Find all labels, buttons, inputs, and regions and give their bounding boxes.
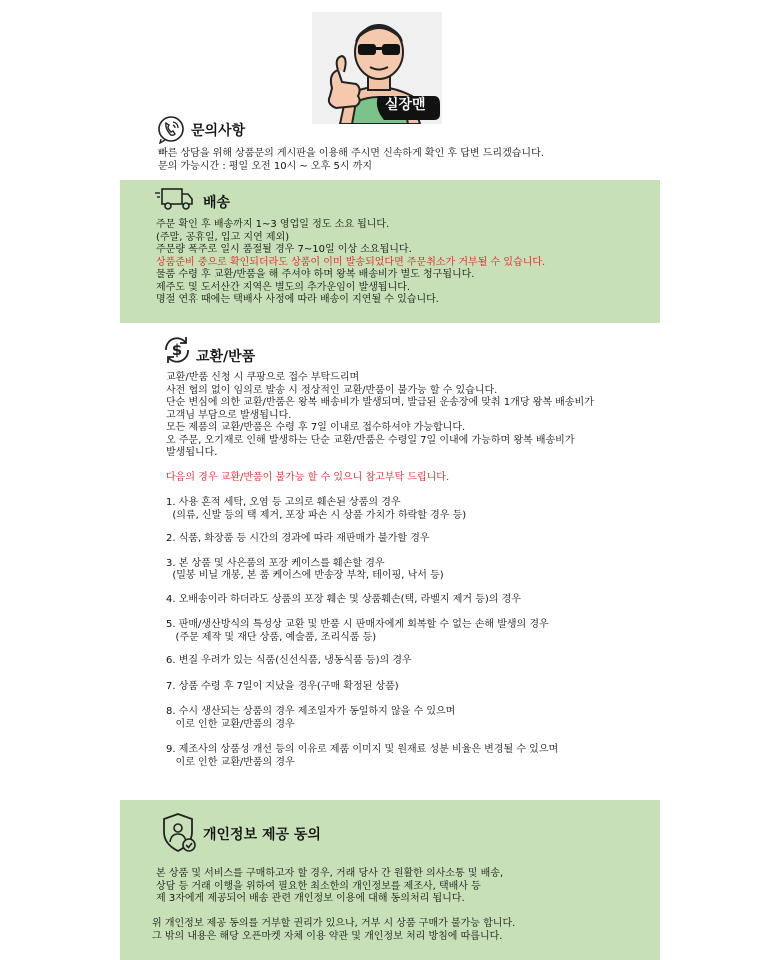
exchange-intro-line: 고객님 부담으로 발생됩니다.: [166, 409, 292, 421]
exchange-item: 4. 오배송이라 하더라도 상품의 포장 훼손 및 상품훼손(택, 라벨지 제거 등)의 경우: [166, 593, 521, 605]
exchange-intro-line: 모든 제품의 교환/반품은 수령 후 7일 이내로 접수하셔야 가능합니다.: [166, 422, 466, 433]
privacy-line: 제 3자에게 제공되어 배송 관련 개인정보 이용에 대해 동의처리 됩니다.: [156, 893, 465, 904]
exchange-item: 5. 판매/생산방식의 특성상 교환 및 반품 시 판매자에게 회복할 수 없는 손해 발생의 경우 (주문 제작 및 재단 상품, 예술품, 조리식품 등): [166, 619, 549, 643]
exchange-item: 3. 본 상품 및 사은품의 포장 케이스를 훼손할 경우 (밀봉 비닐 개봉, 본 품 케이스에 반송장 부착, 테이핑, 낙서 등): [166, 557, 444, 581]
exchange-intro-line: 단순 변심에 의한 교환/반품은 왕복 배송비가 발생되며, 발급된 운송장에 맞춰 1개당 왕복 배송비가: [166, 397, 594, 408]
exchange-item: 2. 식품, 화장품 등 시간의 경과에 따라 재판매가 불가할 경우: [166, 533, 430, 544]
exchange-intro: [166, 372, 594, 460]
mascot-badge-text: 실장맨: [385, 97, 426, 113]
inquiry-text: [158, 148, 544, 173]
svg-text:$: $: [171, 341, 183, 359]
delivery-title: 배송: [203, 195, 231, 211]
exchange-warning: 다음의 경우 교환/반품이 불가능 할 수 있으니 참고부탁 드립니다.: [166, 472, 450, 483]
privacy-line: 위 개인정보 제공 동의를 거부할 권리가 있으나, 거부 시 상품 구매가 불가능 합니다.: [152, 918, 516, 929]
inquiry-line: 빠른 상담을 위해 상품문의 게시판을 이용해 주시면 신속하게 확인 후 답변 드리겠습니다.: [158, 148, 544, 159]
exchange-intro-line: 교환/반품 신청 시 쿠팡으로 접수 부탁드리며: [166, 372, 360, 383]
inquiry-title: 문의사항: [191, 123, 246, 139]
exchange-intro-line: 사전 협의 없이 임의로 발송 시 정상적인 교환/반품이 불가능 할 수 있습니다.: [166, 384, 498, 396]
exchange-intro-line: 발생됩니다.: [166, 447, 218, 458]
privacy-line: 본 상품 및 서비스를 구매하고자 할 경우, 거래 당사 간 원활한 의사소통 및 배송,: [156, 868, 504, 879]
privacy-line: 그 밖의 내용은 해당 오픈마켓 자체 이용 약관 및 개인정보 처리 방침에 따릅니다.: [152, 930, 503, 942]
phone-chat-icon: [156, 114, 186, 144]
privacy-text-2: [152, 918, 515, 943]
delivery-line: 명절 연휴 때에는 택배사 사정에 따라 배송이 지연될 수 있습니다.: [156, 294, 439, 305]
delivery-line: 주문 확인 후 배송까지 1~3 영업일 정도 소요 됩니다.: [156, 219, 390, 230]
delivery-text: [156, 219, 545, 307]
delivery-line: 주문량 폭주로 일시 품절될 경우 7~10일 이상 소요됩니다.: [156, 244, 412, 255]
exchange-item: 9. 제조사의 상품성 개선 등의 이유로 제품 이미지 및 원재료 성분 비율은 변경될 수 있으며 이로 인한 교환/반품의 경우: [166, 744, 559, 768]
dollar-exchange-icon: [160, 333, 194, 367]
exchange-item: 1. 사용 흔적 세탁, 오염 등 고의로 훼손된 상품의 경우 (의류, 신발 등의 택 제거, 포장 파손 시 상품 가치가 하락할 경우 등): [166, 497, 467, 521]
shield-user-icon: [160, 812, 198, 854]
privacy-text: [156, 868, 503, 906]
exchange-item: 7. 상품 수령 후 7일이 지났을 경우(구매 확정된 상품): [166, 680, 399, 692]
exchange-item: 6. 변질 우려가 있는 식품(신선식품, 냉동식품 등)의 경우: [166, 655, 412, 666]
delivery-truck-icon: [154, 184, 194, 214]
privacy-line: 상담 등 거래 이행을 위하여 필요한 최소한의 개인정보를 제조사, 택배사 등: [156, 880, 481, 892]
delivery-warning-line: 상품준비 중으로 확인되더라도 상품이 이미 발송되었다면 주문취소가 거부될 수 있습니다.: [156, 256, 546, 268]
mascot-logo: [312, 12, 442, 124]
inquiry-line: 문의 가능시간 : 평일 오전 10시 ~ 오후 5시 까지: [158, 160, 373, 172]
delivery-line: 물품 수령 후 교환/반품을 해 주셔야 하며 왕복 배송비가 별도 청구됩니다.: [156, 269, 475, 280]
exchange-title: 교환/반품: [196, 349, 256, 365]
exchange-intro-line: 오 주문, 오기재로 인해 발생하는 단순 교환/반품은 수령일 7일 이내에 가능하며 왕복 배송비가: [166, 434, 575, 446]
exchange-items: [166, 497, 558, 769]
delivery-line: 제주도 및 도서산간 지역은 별도의 추가운임이 발생됩니다.: [156, 281, 411, 293]
privacy-title: 개인정보 제공 동의: [203, 827, 321, 843]
delivery-line: (주말, 공휴일, 입고 지연 제외): [156, 231, 290, 243]
exchange-item: 8. 수시 생산되는 상품의 경우 제조일자가 동일하지 않을 수 있으며 이로 인한 교환/반품의 경우: [166, 706, 456, 730]
